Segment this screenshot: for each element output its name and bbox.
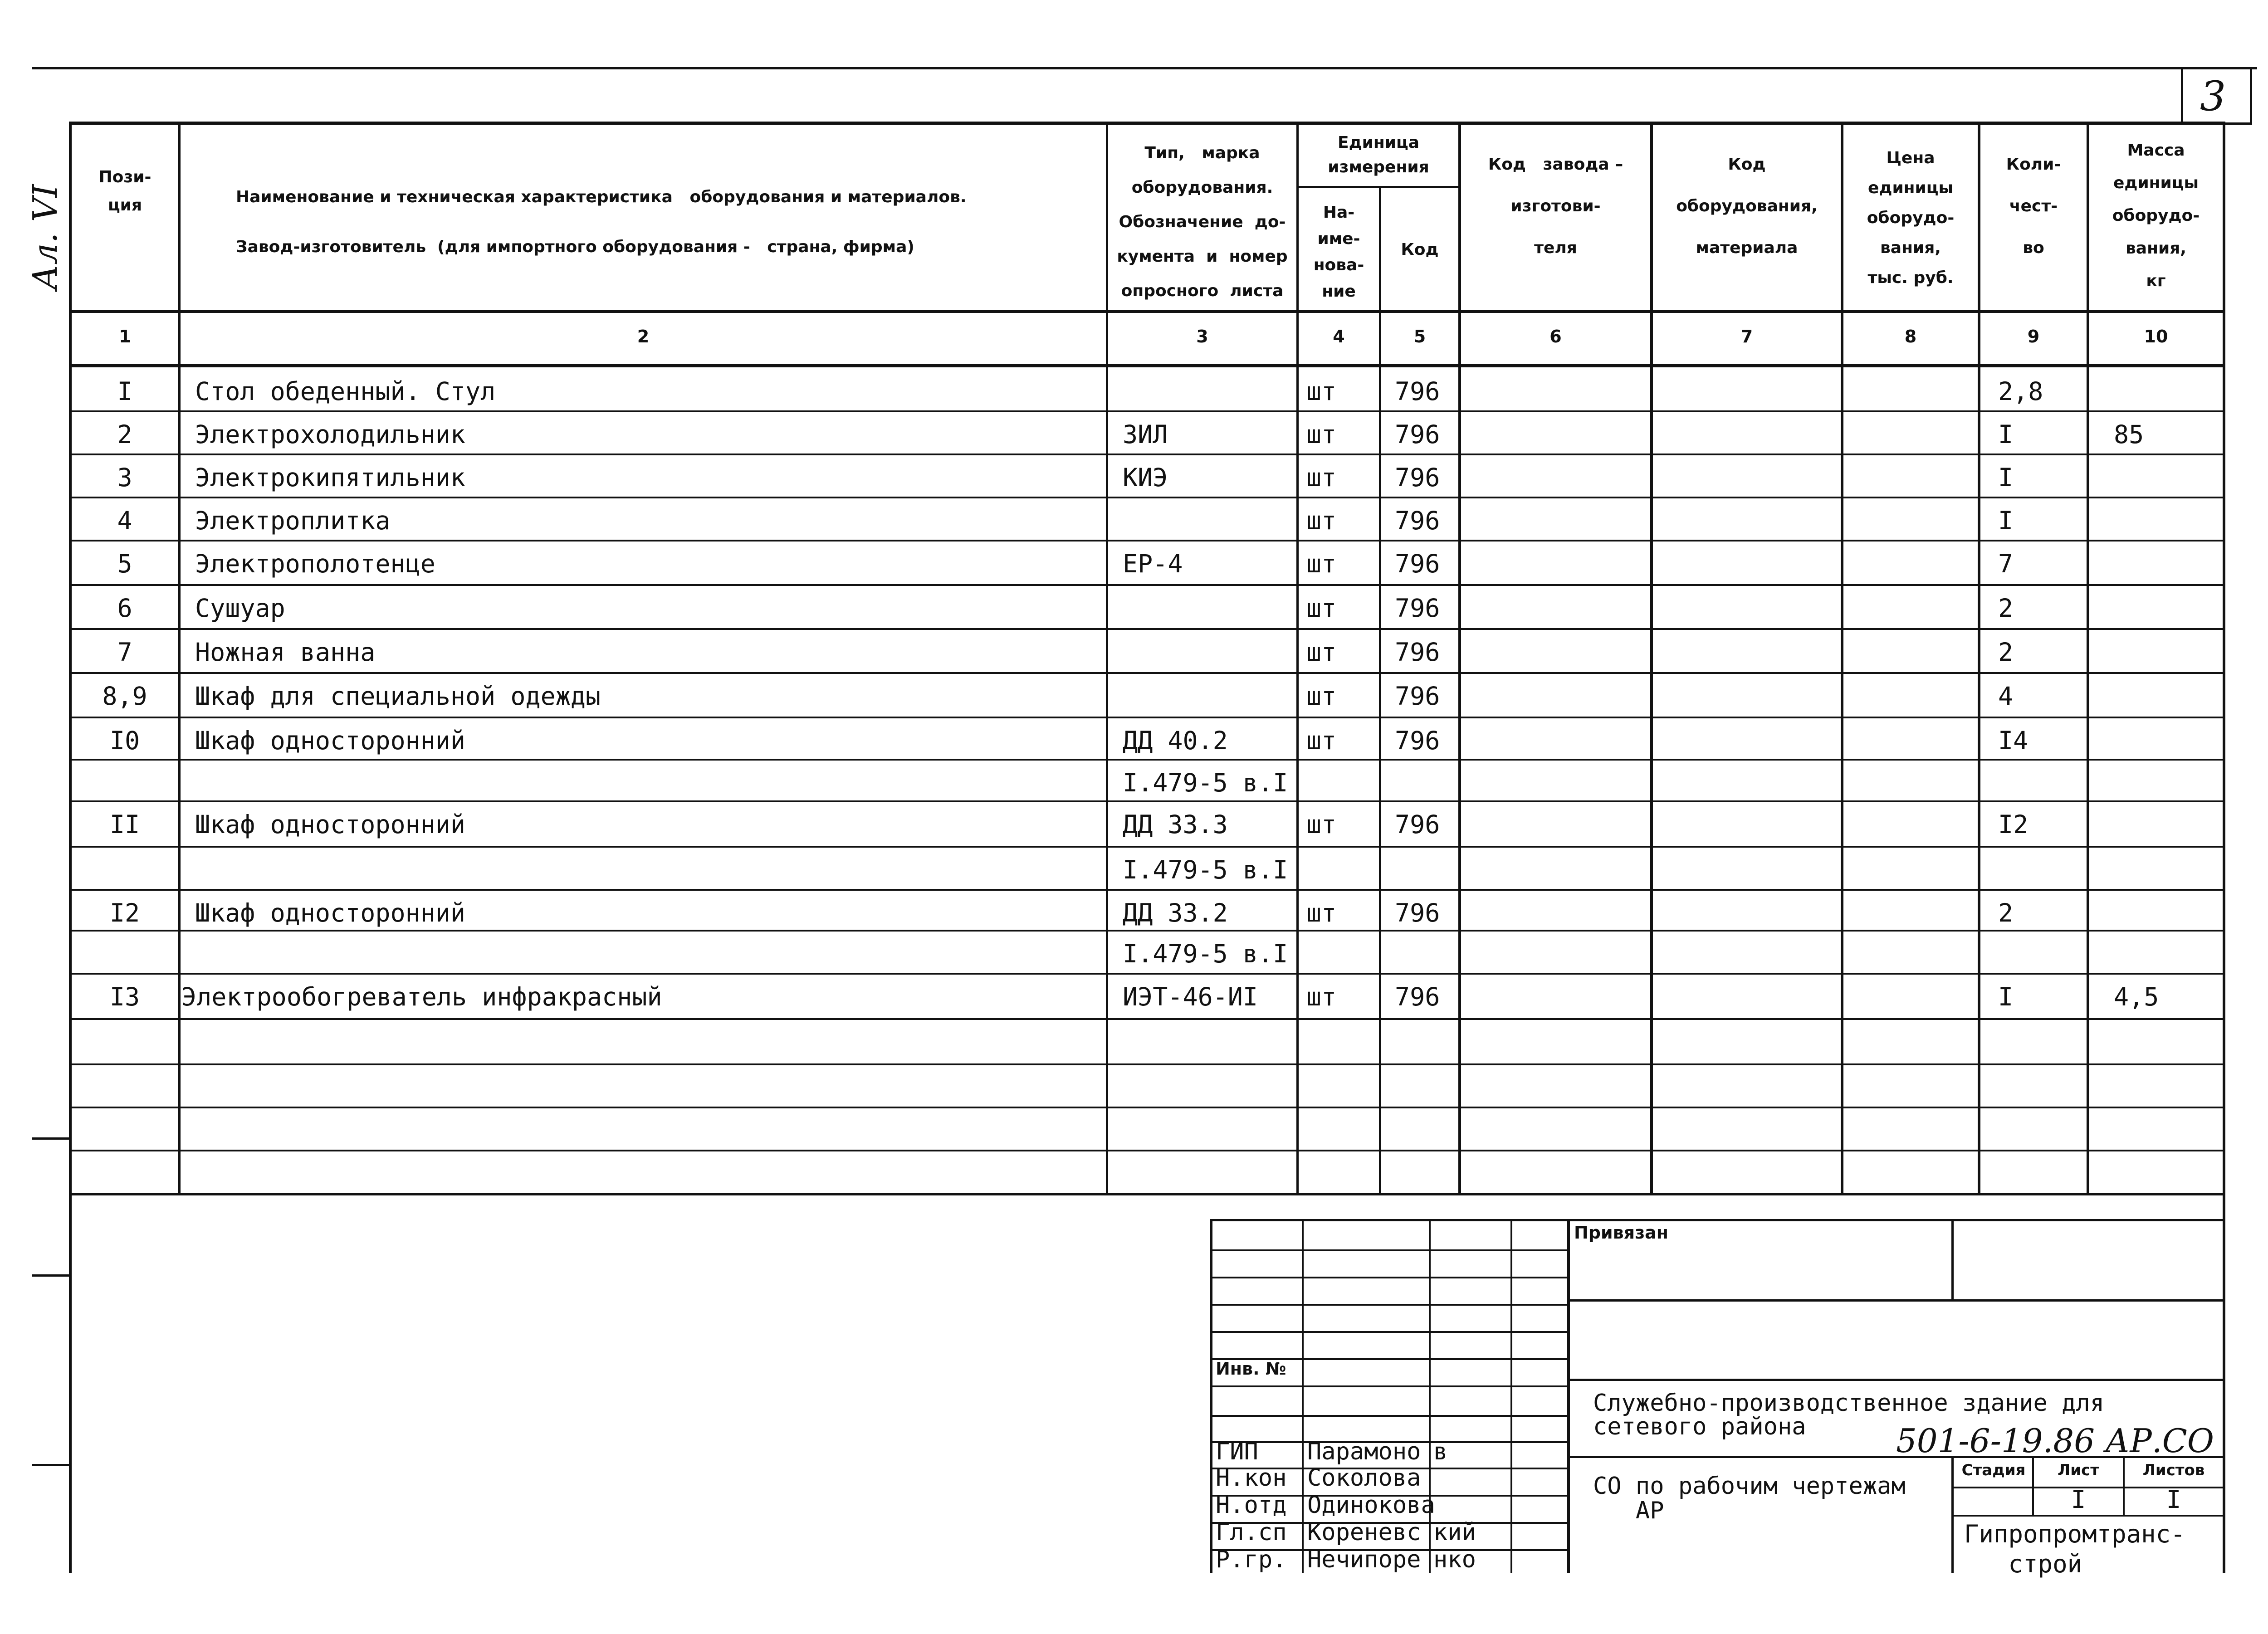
stamp-line: [1210, 1219, 1212, 1573]
side-label: Ал. VI: [26, 184, 65, 290]
cell-name: Стол обеденный. Стул: [195, 377, 496, 406]
cell-qty: I: [1998, 506, 2014, 535]
unit-subheader-line: [1296, 186, 1460, 188]
row-line: [69, 889, 2225, 891]
signer-tail: в: [1433, 1438, 1448, 1465]
cell-type: I.479-5 в.I: [1123, 768, 1288, 797]
cell-name: Шкаф односторонний: [195, 810, 466, 839]
cell-pos: 7: [117, 638, 132, 667]
cell-qty: 2: [1998, 898, 2014, 927]
signer-role: Гл.сп: [1216, 1519, 1287, 1546]
signer-name: Одинокова: [1307, 1492, 1435, 1519]
cell-name: Электрохолодильник: [195, 420, 466, 449]
cell-qty: 4: [1998, 682, 2014, 711]
stamp-line: [1210, 1277, 1569, 1278]
cell-code: 796: [1395, 982, 1440, 1011]
cell-name: Шкаф для специальной одежды: [195, 682, 601, 711]
signer-name: Соколова: [1307, 1464, 1421, 1492]
cell-unit: шт: [1306, 682, 1337, 711]
cell-name: Сушуар: [195, 594, 285, 623]
cell-qty: 2: [1998, 638, 2014, 667]
sheets-label: Листов: [2142, 1461, 2205, 1479]
margin-tick: [32, 1464, 69, 1466]
row-line: [69, 672, 2225, 674]
header-price: Цена единицы оборудо- вания, тыс. руб.: [1867, 149, 1955, 287]
stamp-line: [1569, 1299, 2225, 1302]
col-line: [1458, 122, 1461, 1195]
cell-name: Ножная ванна: [195, 638, 376, 667]
signer-name: Кореневс: [1307, 1519, 1421, 1546]
cell-type: ИЭТ-46-ИI: [1123, 982, 1258, 1011]
cell-qty: I: [1998, 463, 2014, 492]
header-quantity: Коли- чест- во: [2006, 155, 2061, 257]
col-line: [1650, 122, 1653, 1195]
stamp-line: [1210, 1385, 1569, 1387]
cell-name: Электрополотенце: [195, 549, 435, 578]
cell-pos: I3: [109, 982, 140, 1011]
column-number: 8: [1904, 327, 1917, 346]
header-unit-code: Код: [1401, 240, 1439, 259]
cell-code: 796: [1395, 377, 1440, 406]
sheet-label: Лист: [2058, 1461, 2099, 1479]
margin-tick: [32, 1137, 69, 1140]
row-line: [69, 410, 2225, 412]
cell-code: 796: [1395, 682, 1440, 711]
cell-unit: шт: [1306, 594, 1337, 623]
stamp-line: [1210, 1219, 2225, 1221]
signer-name: Нечипоре: [1307, 1546, 1421, 1573]
header-position: Пози- ция: [98, 168, 152, 215]
cell-qty: I: [1998, 420, 2014, 449]
document-code: 501-6-19.86 АР.СО: [1896, 1422, 2214, 1460]
row-line: [69, 930, 2225, 932]
cell-pos: 5: [117, 549, 132, 578]
table-top-line: [69, 122, 2225, 125]
col-line: [1978, 122, 1980, 1195]
column-number: 1: [119, 327, 131, 346]
cell-pos: I0: [109, 726, 140, 755]
row-line: [69, 1150, 2225, 1151]
cell-unit: шт: [1306, 638, 1337, 667]
top-border-line: [32, 67, 2257, 69]
signer-tail: кий: [1433, 1519, 1476, 1546]
document-name: СО по рабочим чертежам АР: [1593, 1473, 1906, 1524]
cell-unit: шт: [1306, 377, 1337, 406]
row-line: [69, 1018, 2225, 1020]
cell-qty: 2,8: [1998, 377, 2043, 406]
row-line: [69, 846, 2225, 848]
project-title: Служебно-производственное здание для сетевого района: [1593, 1390, 2105, 1440]
header-name: Наименование и техническая характеристика оборудования и материалов. Завод-изготовитель (для импортного оборудования - страна, фирма): [236, 188, 967, 256]
column-number: 4: [1333, 327, 1345, 346]
column-number: 9: [2027, 327, 2040, 346]
column-number: 3: [1196, 327, 1208, 346]
cell-name: Шкаф односторонний: [195, 726, 466, 755]
cell-unit: шт: [1306, 810, 1337, 839]
cell-code: 796: [1395, 420, 1440, 449]
cell-unit: шт: [1306, 898, 1337, 927]
row-line: [69, 800, 2225, 802]
cell-unit: шт: [1306, 982, 1337, 1011]
stamp-line: [1951, 1456, 1954, 1573]
row-line: [69, 973, 2225, 975]
sheet-value: I: [2071, 1485, 2086, 1514]
cell-qty: 7: [1998, 549, 2014, 578]
cell-type: ДД 40.2: [1123, 726, 1228, 755]
row-line: [69, 628, 2225, 630]
col-line: [2223, 122, 2225, 1573]
signer-role: Р.гр.: [1216, 1546, 1287, 1573]
bound-label: Привязан: [1574, 1223, 1669, 1243]
cell-name: Электрокипятильник: [195, 463, 466, 492]
cell-pos: I2: [109, 898, 140, 927]
stamp-line: [1951, 1515, 2225, 1517]
cell-code: 796: [1395, 549, 1440, 578]
organization: Гипропромтранс- строй: [1964, 1520, 2185, 1578]
column-number: 6: [1549, 327, 1562, 346]
cell-code: 796: [1395, 898, 1440, 927]
header-unit-name: На- име- нова- ние: [1313, 203, 1364, 301]
cell-code: 796: [1395, 463, 1440, 492]
row-line: [69, 1063, 2225, 1065]
column-number: 10: [2144, 327, 2168, 346]
cell-type: ДД 33.2: [1123, 898, 1228, 927]
col-line: [178, 122, 181, 1195]
numbers-bottom-line: [69, 364, 2225, 367]
header-factory-code: Код завода – изготови- теля: [1488, 155, 1623, 257]
signer-tail: нко: [1433, 1546, 1476, 1573]
cell-name: Электрообогреватель инфракрасный: [181, 982, 662, 1011]
stamp-line: [1569, 1379, 2225, 1381]
cell-mass: 85: [2114, 420, 2144, 449]
cell-name: Электроплитка: [195, 506, 391, 535]
stamp-line: [1951, 1219, 1954, 1301]
row-line: [69, 497, 2225, 498]
stamp-line: [1429, 1219, 1431, 1573]
header-equipment-code: Код оборудования, материала: [1676, 155, 1818, 257]
cell-type: I.479-5 в.I: [1123, 939, 1288, 968]
cell-code: 796: [1395, 638, 1440, 667]
margin-tick: [32, 1274, 69, 1277]
page-number-box-right: [2250, 67, 2252, 124]
stamp-line: [1210, 1331, 1569, 1333]
row-line: [69, 454, 2225, 455]
row-line: [69, 759, 2225, 761]
stamp-line: [1302, 1219, 1304, 1573]
cell-qty: I: [1998, 982, 2014, 1011]
cell-code: 796: [1395, 594, 1440, 623]
page-number: 3: [2200, 73, 2226, 120]
cell-unit: шт: [1306, 463, 1337, 492]
stamp-line: [1210, 1415, 1569, 1417]
table-bottom-line: [69, 1193, 2225, 1195]
cell-pos: I: [117, 377, 132, 406]
column-number: 2: [637, 327, 650, 346]
cell-unit: шт: [1306, 549, 1337, 578]
sheets-value: I: [2166, 1485, 2181, 1514]
cell-pos: 8,9: [102, 682, 147, 711]
signer-role: ГИП: [1216, 1438, 1258, 1465]
cell-mass: 4,5: [2114, 982, 2159, 1011]
header-type: Тип, марка оборудования. Обозначение до- кумента и номер опросного листа: [1117, 144, 1288, 300]
cell-name: Шкаф односторонний: [195, 898, 466, 927]
cell-pos: 3: [117, 463, 132, 492]
cell-unit: шт: [1306, 420, 1337, 449]
cell-unit: шт: [1306, 506, 1337, 535]
stamp-line: [1510, 1219, 1512, 1573]
cell-code: 796: [1395, 810, 1440, 839]
row-line: [69, 1107, 2225, 1108]
stamp-line: [1567, 1219, 1570, 1573]
cell-type: КИЭ: [1123, 463, 1168, 492]
cell-type: I.479-5 в.I: [1123, 855, 1288, 884]
cell-unit: шт: [1306, 726, 1337, 755]
row-line: [69, 717, 2225, 718]
header-unit-group: Единица измерения: [1328, 133, 1429, 176]
signer-name: Парамоно: [1307, 1438, 1421, 1465]
stamp-line: [1210, 1249, 1569, 1251]
stage-label: Стадия: [1961, 1461, 2026, 1479]
column-number: 5: [1413, 327, 1426, 346]
stamp-line: [1210, 1304, 1569, 1306]
cell-pos: 4: [117, 506, 132, 535]
cell-type: ДД 33.3: [1123, 810, 1228, 839]
page-number-box-left: [2181, 67, 2183, 124]
signer-role: Н.кон: [1216, 1464, 1287, 1492]
cell-pos: 2: [117, 420, 132, 449]
column-number: 7: [1740, 327, 1753, 346]
cell-type: ЕР-4: [1123, 549, 1183, 578]
header-mass: Масса единицы оборудо- вания, кг: [2112, 141, 2200, 290]
cell-code: 796: [1395, 506, 1440, 535]
inv-label: Инв. №: [1216, 1359, 1286, 1379]
signer-role: Н.отд: [1216, 1492, 1287, 1519]
cell-pos: 6: [117, 594, 132, 623]
cell-pos: II: [109, 810, 140, 839]
cell-qty: I4: [1998, 726, 2028, 755]
cell-type: ЗИЛ: [1123, 420, 1168, 449]
cell-code: 796: [1395, 726, 1440, 755]
cell-qty: I2: [1998, 810, 2028, 839]
cell-qty: 2: [1998, 594, 2014, 623]
header-bottom-line: [69, 310, 2225, 313]
row-line: [69, 584, 2225, 586]
row-line: [69, 540, 2225, 541]
